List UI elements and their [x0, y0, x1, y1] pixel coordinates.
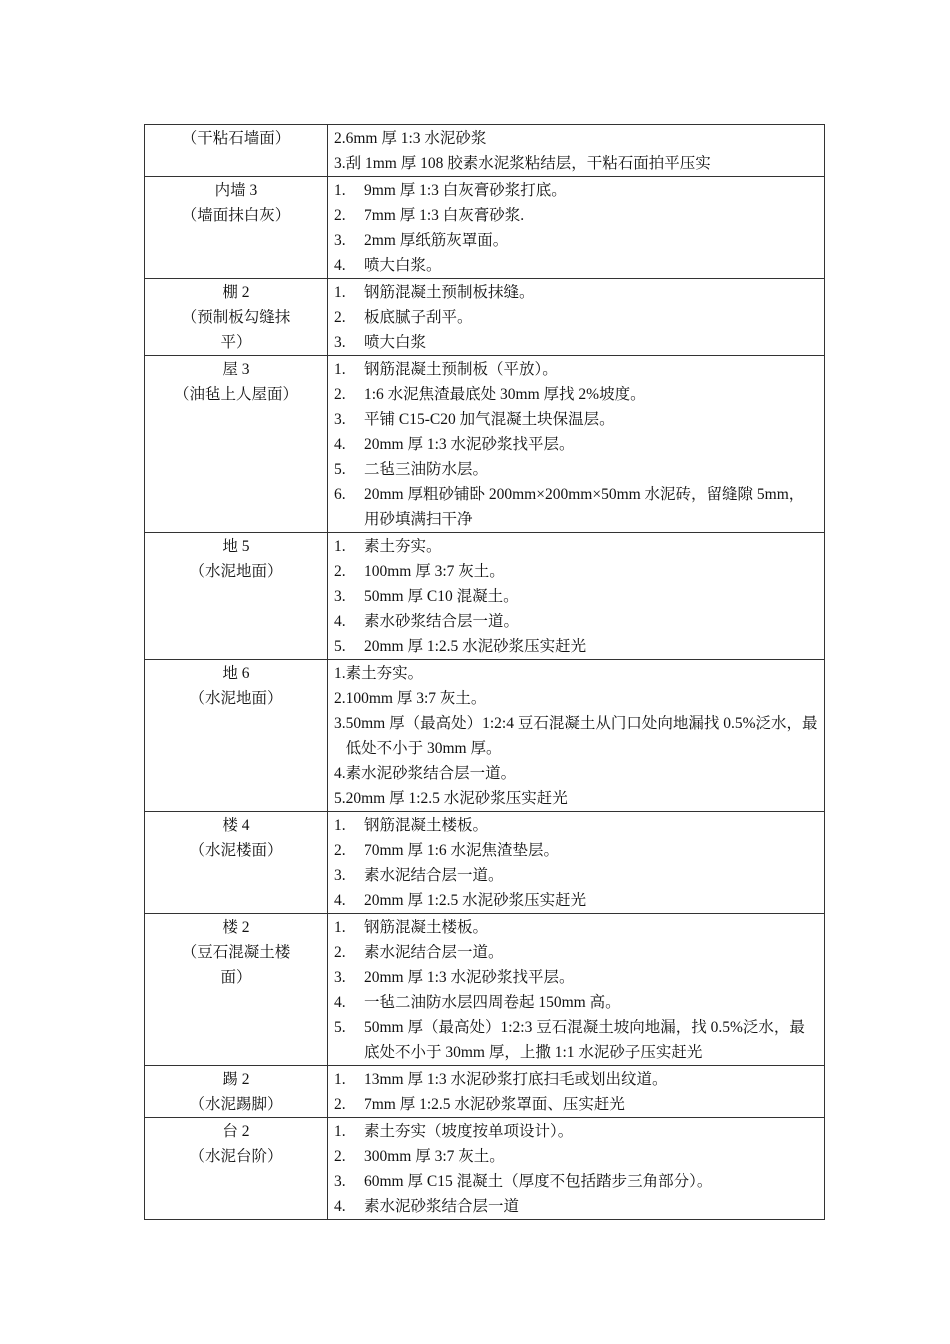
step-item	[334, 711, 818, 761]
step-item	[334, 863, 818, 888]
step-text: 50mm 厚（最高处）1:2:4 豆石混凝土从门口处向地漏找 0.5%泛水，最低处不小于 30mm 厚。	[345, 715, 818, 757]
construction-steps-cell	[328, 533, 825, 660]
step-number: 1.	[334, 1071, 346, 1088]
step-item	[334, 1015, 818, 1065]
item-name-cell	[145, 356, 328, 533]
step-text: 二毡三油防水层。	[364, 461, 489, 478]
spec-row	[145, 812, 825, 914]
step-item	[334, 584, 818, 609]
step-number: 3.	[334, 155, 346, 172]
step-text: 20mm 厚 1:2.5 水泥砂浆压实赶光	[364, 892, 587, 909]
step-text: 素水砂浆结合层一道。	[364, 613, 520, 630]
step-item	[334, 407, 818, 432]
step-number: 4.	[334, 765, 346, 782]
item-name-cell	[145, 660, 328, 812]
construction-steps-cell	[328, 914, 825, 1066]
step-text: 素土夯实。	[345, 665, 424, 682]
step-text: 素水泥砂浆结合层一道	[364, 1198, 520, 1215]
step-number: 3.	[334, 411, 346, 428]
step-item	[334, 482, 818, 532]
step-number: 3.	[334, 334, 346, 351]
step-text: 钢筋混凝土楼板。	[364, 817, 489, 834]
spec-row	[145, 914, 825, 1066]
step-number: 3.	[334, 715, 346, 732]
item-name-line: （预制板勾缝抹	[181, 309, 291, 326]
spec-row	[145, 1118, 825, 1220]
item-name-line: 内墙 3	[214, 182, 258, 199]
construction-steps-cell	[328, 125, 825, 177]
step-item	[334, 838, 818, 863]
step-number: 1.	[334, 361, 346, 378]
item-name-line: 面）	[220, 969, 252, 986]
step-item	[334, 357, 818, 382]
step-text: 100mm 厚 3:7 灰土。	[364, 563, 505, 580]
step-number: 5.	[334, 461, 346, 478]
spec-table-body	[145, 125, 825, 1220]
step-text: 2mm 厚纸筋灰罩面。	[364, 232, 509, 249]
spec-row	[145, 356, 825, 533]
step-item	[334, 534, 818, 559]
step-item	[334, 965, 818, 990]
item-name-line: （水泥踢脚）	[189, 1096, 283, 1113]
item-name-cell	[145, 177, 328, 279]
item-name-line: 踢 2	[222, 1071, 250, 1088]
step-item	[334, 888, 818, 913]
step-item	[334, 382, 818, 407]
step-item	[334, 203, 818, 228]
step-item	[334, 786, 818, 811]
step-text: 素水泥砂浆结合层一道。	[345, 765, 517, 782]
step-number: 4.	[334, 892, 346, 909]
step-text: 20mm 厚 1:3 水泥砂浆找平层。	[364, 969, 575, 986]
step-number: 1.	[334, 182, 346, 199]
step-text: 钢筋混凝土预制板抹缝。	[364, 284, 535, 301]
step-number: 2.	[334, 563, 346, 580]
step-number: 3.	[334, 969, 346, 986]
step-text: 50mm 厚（最高处）1:2:3 豆石混凝土坡向地漏，找 0.5%泛水，最底处不小于 30mm 厚，上撒 1:1 水泥砂子压实赶光	[364, 1019, 805, 1061]
step-text: 刮 1mm 厚 108 胶素水泥浆粘结层，干粘石面拍平压实	[345, 155, 711, 172]
step-text: 喷大白浆。	[364, 257, 442, 274]
item-name-line: 地 6	[222, 665, 250, 682]
step-number: 2.	[334, 690, 346, 707]
item-name-cell	[145, 914, 328, 1066]
item-name-line: 楼 4	[222, 817, 250, 834]
construction-steps-cell	[328, 356, 825, 533]
item-name-line: （水泥地面）	[189, 563, 283, 580]
step-item	[334, 686, 818, 711]
item-name-line: 楼 2	[222, 919, 250, 936]
item-name-cell	[145, 279, 328, 356]
step-number: 3.	[334, 867, 346, 884]
step-text: 20mm 厚 1:2.5 水泥砂浆压实赶光	[345, 790, 568, 807]
item-name-cell	[145, 1118, 328, 1220]
step-text: 1:6 水泥焦渣最底处 30mm 厚找 2%坡度。	[364, 386, 646, 403]
step-text: 70mm 厚 1:6 水泥焦渣垫层。	[364, 842, 560, 859]
step-item	[334, 126, 818, 151]
step-text: 板底腻子刮平。	[364, 309, 473, 326]
construction-steps-cell	[328, 812, 825, 914]
step-item	[334, 305, 818, 330]
step-text: 一毡二油防水层四周卷起 150mm 高。	[364, 994, 621, 1011]
step-item	[334, 915, 818, 940]
step-text: 300mm 厚 3:7 灰土。	[364, 1148, 505, 1165]
construction-steps-cell	[328, 660, 825, 812]
step-text: 素土夯实。	[364, 538, 442, 555]
step-item	[334, 330, 818, 355]
step-number: 3.	[334, 232, 346, 249]
step-number: 4.	[334, 1198, 346, 1215]
construction-spec-table	[144, 124, 825, 1220]
step-text: 钢筋混凝土楼板。	[364, 919, 489, 936]
step-item	[334, 151, 818, 176]
construction-steps-cell	[328, 279, 825, 356]
spec-row	[145, 660, 825, 812]
construction-steps-cell	[328, 1066, 825, 1118]
item-name-line: 屋 3	[222, 361, 250, 378]
step-text: 13mm 厚 1:3 水泥砂浆打底扫毛或划出纹道。	[364, 1071, 668, 1088]
step-text: 6mm 厚 1:3 水泥砂浆	[345, 130, 487, 147]
step-item	[334, 634, 818, 659]
spec-row	[145, 533, 825, 660]
step-item	[334, 253, 818, 278]
step-number: 5.	[334, 638, 346, 655]
spec-row	[145, 279, 825, 356]
step-text: 素水泥结合层一道。	[364, 944, 504, 961]
step-number: 2.	[334, 130, 346, 147]
step-item	[334, 940, 818, 965]
item-name-line: 平）	[220, 334, 252, 351]
step-text: 喷大白浆	[364, 334, 427, 351]
step-number: 4.	[334, 613, 346, 630]
step-item	[334, 1194, 818, 1219]
spec-row	[145, 125, 825, 177]
step-number: 2.	[334, 944, 346, 961]
step-number: 6.	[334, 486, 346, 503]
step-number: 1.	[334, 538, 346, 555]
step-item	[334, 1092, 818, 1117]
step-number: 5.	[334, 1019, 346, 1036]
step-item	[334, 178, 818, 203]
step-number: 3.	[334, 588, 346, 605]
step-text: 平铺 C15-C20 加气混凝土块保温层。	[364, 411, 615, 428]
step-item	[334, 661, 818, 686]
step-item	[334, 228, 818, 253]
step-item	[334, 609, 818, 634]
construction-steps-cell	[328, 1118, 825, 1220]
step-number: 1.	[334, 665, 346, 682]
item-name-line: （干粘石墙面）	[181, 130, 291, 147]
item-name-line: 地 5	[222, 538, 250, 555]
step-item	[334, 559, 818, 584]
step-item	[334, 280, 818, 305]
item-name-line: （水泥地面）	[189, 690, 283, 707]
step-text: 素水泥结合层一道。	[364, 867, 504, 884]
step-number: 3.	[334, 1173, 346, 1190]
step-number: 5.	[334, 790, 346, 807]
step-item	[334, 761, 818, 786]
step-number: 1.	[334, 817, 346, 834]
step-text: 7mm 厚 1:3 白灰膏砂浆.	[364, 207, 525, 224]
step-item	[334, 1067, 818, 1092]
item-name-line: （油毡上人屋面）	[173, 386, 298, 403]
spec-row	[145, 1066, 825, 1118]
step-text: 50mm 厚 C10 混凝土。	[364, 588, 519, 605]
step-text: 100mm 厚 3:7 灰土。	[345, 690, 487, 707]
step-number: 1.	[334, 284, 346, 301]
step-number: 2.	[334, 842, 346, 859]
step-item	[334, 1144, 818, 1169]
item-name-cell	[145, 125, 328, 177]
step-item	[334, 813, 818, 838]
step-text: 钢筋混凝土预制板（平放）。	[364, 361, 558, 378]
construction-steps-cell	[328, 177, 825, 279]
step-number: 1.	[334, 1123, 346, 1140]
step-item	[334, 432, 818, 457]
item-name-cell	[145, 812, 328, 914]
step-number: 4.	[334, 257, 346, 274]
step-number: 2.	[334, 1096, 346, 1113]
step-number: 1.	[334, 919, 346, 936]
item-name-line: 棚 2	[222, 284, 250, 301]
step-item	[334, 990, 818, 1015]
step-text: 素土夯实（坡度按单项设计）。	[364, 1123, 574, 1140]
step-number: 2.	[334, 309, 346, 326]
spec-row	[145, 177, 825, 279]
item-name-line: （豆石混凝土楼	[181, 944, 291, 961]
step-text: 20mm 厚 1:3 水泥砂浆找平层。	[364, 436, 575, 453]
step-text: 7mm 厚 1:2.5 水泥砂浆罩面、压实赶光	[364, 1096, 625, 1113]
step-number: 2.	[334, 207, 346, 224]
step-text: 60mm 厚 C15 混凝土（厚度不包括踏步三角部分）。	[364, 1173, 713, 1190]
step-number: 4.	[334, 436, 346, 453]
step-number: 4.	[334, 994, 346, 1011]
item-name-line: （水泥楼面）	[189, 842, 283, 859]
item-name-line: （水泥台阶）	[189, 1148, 283, 1165]
step-text: 20mm 厚粗砂铺卧 200mm×200mm×50mm 水泥砖，留缝隙 5mm，用砂填满扫干净	[364, 486, 805, 528]
step-number: 2.	[334, 1148, 346, 1165]
step-text: 20mm 厚 1:2.5 水泥砂浆压实赶光	[364, 638, 587, 655]
item-name-cell	[145, 533, 328, 660]
step-item	[334, 1119, 818, 1144]
step-item	[334, 1169, 818, 1194]
item-name-line: （墙面抹白灰）	[181, 207, 291, 224]
step-text: 9mm 厚 1:3 白灰膏砂浆打底。	[364, 182, 567, 199]
step-item	[334, 457, 818, 482]
item-name-cell	[145, 1066, 328, 1118]
step-number: 2.	[334, 386, 346, 403]
item-name-line: 台 2	[222, 1123, 250, 1140]
